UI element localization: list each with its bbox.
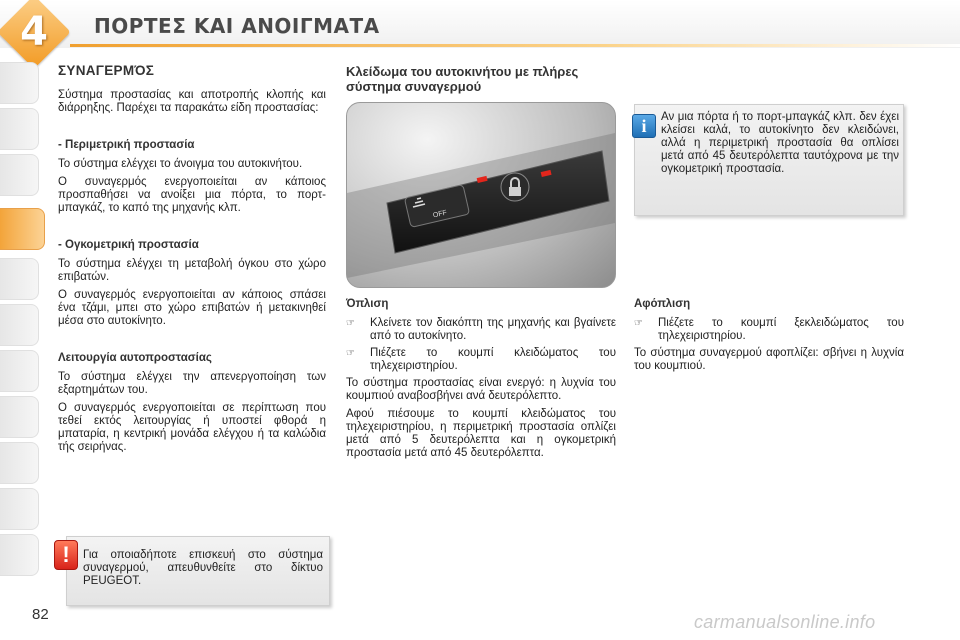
chapter-tab-11[interactable] [0, 534, 39, 576]
watermark: carmanualsonline.info [694, 612, 876, 632]
volumetric-heading: - Ογκομετρική προστασία [58, 239, 199, 251]
arming-text-1: Το σύστημα προστασίας είναι ενεργό: η λυχνία του κουμπιού αναβοσβήνει ανά δευτερόλεπτο. [346, 377, 616, 402]
chapter-tab-4-active[interactable] [0, 208, 45, 250]
middle-column [346, 64, 616, 94]
arming-bullet-text: Πιέζετε το κουμπί κλειδώματος του τηλεχειριστηρίου. [370, 347, 616, 372]
chapter-tab-7[interactable] [0, 350, 39, 392]
perimeter-heading: - Περιμετρική προστασία [58, 139, 195, 151]
perimeter-text-2: Ο συναγερμός ενεργοποιείται αν κάποιος προσπαθήσει να ανοίξει μια πόρτα, το πορτ-μπαγκάζ, το καπό της μηχανής κλπ. [58, 176, 326, 214]
arrow-right-icon: ☞ [346, 348, 355, 359]
info-note-text: Αν μια πόρτα ή το πορτ-μπαγκάζ κλπ. δεν έχει κλείσει καλά, το αυτοκίνητο δεν κλειδώνει, αλλά η περιμετρική προστασία θα οπλίσει μετά από 45 δευτερόλεπτα ταυτόχρονα με την ογκομετρική προστασία. [661, 111, 899, 175]
page-title: ΠΟΡΤΕΣ ΚΑΙ ΑΝΟΙΓΜΑΤΑ [94, 14, 380, 38]
chapter-tab-8[interactable] [0, 396, 39, 438]
chapter-tab-2[interactable] [0, 108, 39, 150]
arming-heading: Όπλιση [346, 298, 389, 310]
arrow-right-icon: ☞ [346, 318, 355, 329]
chapter-tab-5[interactable] [0, 258, 39, 300]
disarming-bullet [634, 317, 904, 343]
warning-note [66, 536, 330, 606]
chapter-tab-1[interactable] [0, 62, 39, 104]
disarming-heading: Αφόπλιση [634, 298, 691, 310]
disarming-bullet-text: Πιέζετε το κουμπί ξεκλειδώματος του τηλεχειριστηρίου. [658, 317, 904, 342]
info-icon: i [632, 114, 656, 138]
alarm-button-photo [346, 102, 616, 288]
arming-section [346, 298, 616, 465]
disarming-section [634, 298, 904, 378]
self-protection-text-2: Ο συναγερμός ενεργοποιείται σε περίπτωση που τεθεί εκτός λειτουργίας ή υποστεί φθορά η μπαταρία, η κεντρική μονάδα ελέγχου ή τα καλώδια τής σειρήνας. [58, 402, 326, 453]
arming-bullet-text: Κλείνετε τον διακόπτη της μηχανής και βγαίνετε από το αυτοκίνητο. [370, 317, 616, 342]
chapter-tab-3[interactable] [0, 154, 39, 196]
arming-text-2: Αφού πιέσουμε το κουμπί κλειδώματος του τηλεχειριστηρίου, η περιμετρική προστασία οπλίζει μετά από 5 δευτερόλεπτα και η ογκομετρική προστασία μετά από 45 δευτερόλεπτα. [346, 408, 616, 459]
chapter-tab-strip [0, 62, 44, 576]
arming-bullet [346, 347, 616, 373]
off-label: OFF [432, 209, 448, 220]
self-protection-heading: Λειτουργία αυτοπροστασίας [58, 352, 212, 364]
chapter-tab-9[interactable] [0, 442, 39, 484]
chapter-tab-6[interactable] [0, 304, 39, 346]
warning-note-text: Για οποιαδήποτε επισκευή στο σύστημα συναγερμού, απευθυνθείτε στο δίκτυο PEUGEOT. [83, 549, 323, 587]
chapter-number: 4 [20, 9, 48, 55]
self-protection-text-1: Το σύστημα ελέγχει την απενεργοποίηση των εξαρτημάτων του. [58, 371, 326, 396]
alarm-heading: ΣΥΝΑΓΕΡΜΌΣ [58, 63, 155, 78]
info-note [634, 104, 904, 216]
page-number: 82 [32, 606, 49, 623]
locking-heading: Κλείδωμα του αυτοκινήτου με πλήρες σύστημα συναγερμού [346, 64, 579, 94]
alarm-button-illustration [347, 103, 615, 287]
chapter-tab-10[interactable] [0, 488, 39, 530]
exclamation-icon: ! [54, 540, 78, 570]
header-rule [70, 44, 960, 47]
perimeter-text-1: Το σύστημα ελέγχει το άνοιγμα του αυτοκινήτου. [58, 158, 303, 170]
arming-bullet [346, 317, 616, 343]
alarm-intro: Σύστημα προστασίας και αποτροπής κλοπής και διάρρηξης. Παρέχει τα παρακάτω είδη προστασίας: [58, 89, 326, 114]
disarming-text-1: Το σύστημα συναγερμού αφοπλίζει: σβήνει η λυχνία του κουμπιού. [634, 347, 904, 372]
arrow-right-icon: ☞ [634, 318, 643, 329]
volumetric-text-1: Το σύστημα ελέγχει τη μεταβολή όγκου στο χώρο επιβατών. [58, 258, 326, 283]
volumetric-text-2: Ο συναγερμός ενεργοποιείται αν κάποιος σπάσει ένα τζάμι, μπει στο χώρο επιβατών ή μετακινηθεί μέσα στο αυτοκίνητο. [58, 289, 326, 327]
left-column [58, 64, 326, 459]
